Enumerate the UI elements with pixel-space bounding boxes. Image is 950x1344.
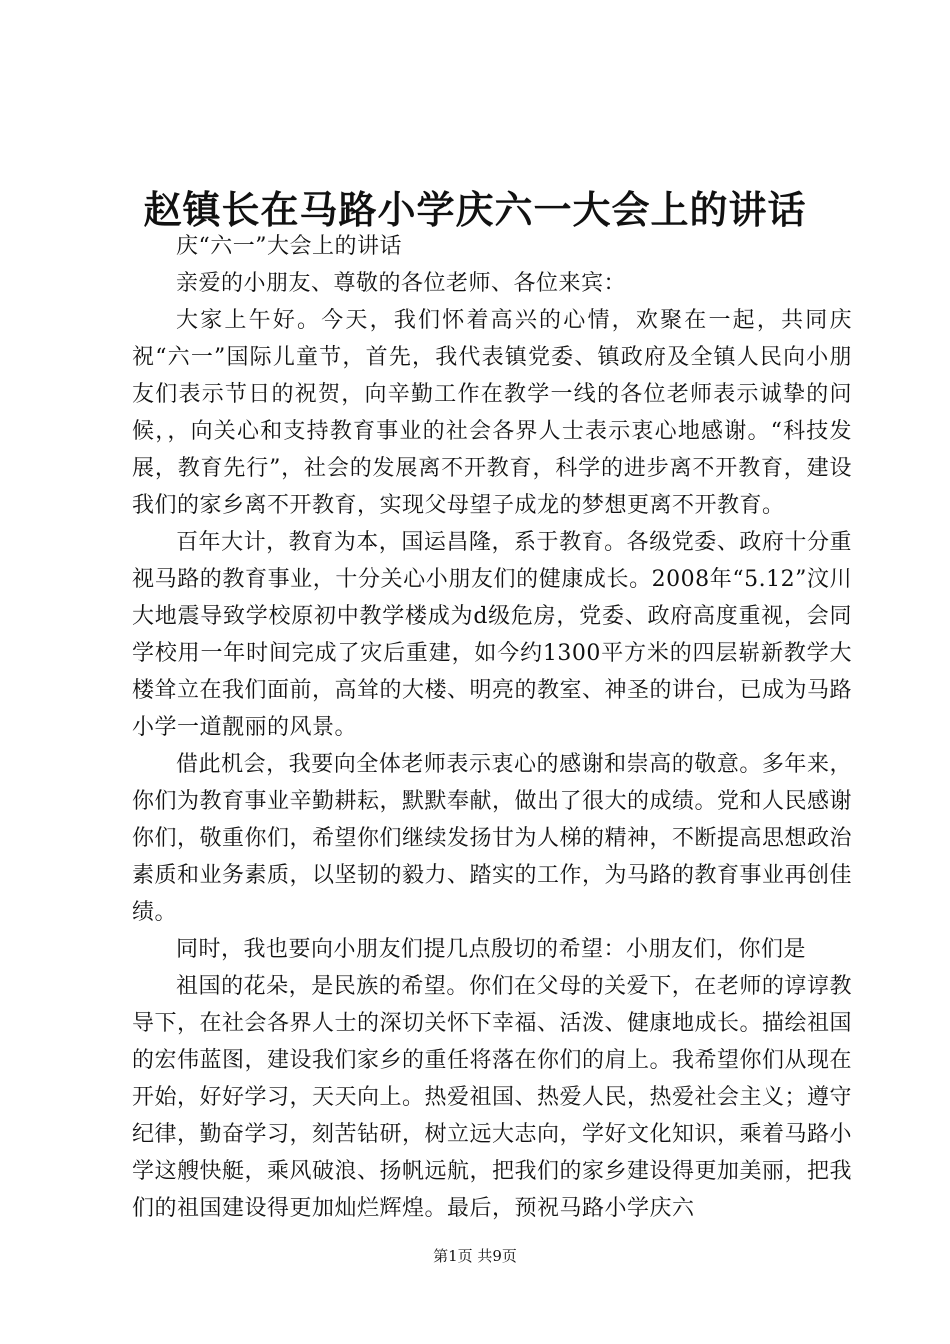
paragraph-hopes: 同时，我也要向小朋友们提几点殷切的希望：小朋友们，你们是 — [176, 937, 807, 962]
document-body — [132, 228, 852, 1227]
paragraph-teachers: 借此机会，我要向全体老师表示衷心的感谢和崇高的敬意。多年来，你们为教育事业辛勤耕耘，默默奉献，做出了很大的成绩。党和人民感谢你们，敬重你们，希望你们继续发扬甘为人梯的精神，不断提高思想政治素质和业务素质，以坚韧的毅力、踏实的工作，为马路的教育事业再创佳绩。 — [132, 752, 853, 925]
document-title: 赵镇长在马路小学庆六一大会上的讲话 — [143, 187, 807, 232]
paragraph-greeting: 大家上午好。今天，我们怀着高兴的心情，欢聚在一起，共同庆祝“六一”国际儿童节，首先，我代表镇党委、镇政府及全镇人民向小朋友们表示节日的祝贺，向辛勤工作在教学一线的各位老师表示诚挚的问候，，向关心和支持教育事业的社会各界人士表示衷心地感谢。“科技发展，教育先行”，社会的发展离不开教育，科学的进步离不开教育，建设我们的家乡离不开教育，实现父母望子成龙的梦想更离不开教育。 — [132, 308, 852, 518]
paragraph-salutation: 亲爱的小朋友、尊敬的各位老师、各位来宾： — [176, 271, 627, 296]
page-number-footer: 第1页 共9页 — [433, 1247, 517, 1265]
paragraph-subtitle: 庆“六一”大会上的讲话 — [176, 234, 402, 259]
paragraph-education: 百年大计，教育为本，国运昌隆，系于教育。各级党委、政府十分重视马路的教育事业，十分关心小朋友们的健康成长。2008年“5.12”汶川大地震导致学校原初中教学楼成为d级危房，党委、政府高度重视，会同学校用一年时间完成了灾后重建，如今约1300平方米的四层崭新教学大楼耸立在我们面前，高耸的大楼、明亮的教室、神圣的讲台，已成为马路小学一道靓丽的风景。 — [132, 530, 853, 740]
paragraph-children: 祖国的花朵，是民族的希望。你们在父母的关爱下，在老师的谆谆教导下，在社会各界人士的深切关怀下幸福、活泼、健康地成长。描绘祖国的宏伟蓝图，建设我们家乡的重任将落在你们的肩上。我希望你们从现在开始，好好学习，天天向上。热爱祖国、热爱人民，热爱社会主义；遵守纪律，勤奋学习，刻苦钻研，树立远大志向，学好文化知识，乘着马路小学这艘快艇，乘风破浪、扬帆远航，把我们的家乡建设得更加美丽，把我们的祖国建设得更加灿烂辉煌。最后，预祝马路小学庆六 — [132, 974, 853, 1221]
